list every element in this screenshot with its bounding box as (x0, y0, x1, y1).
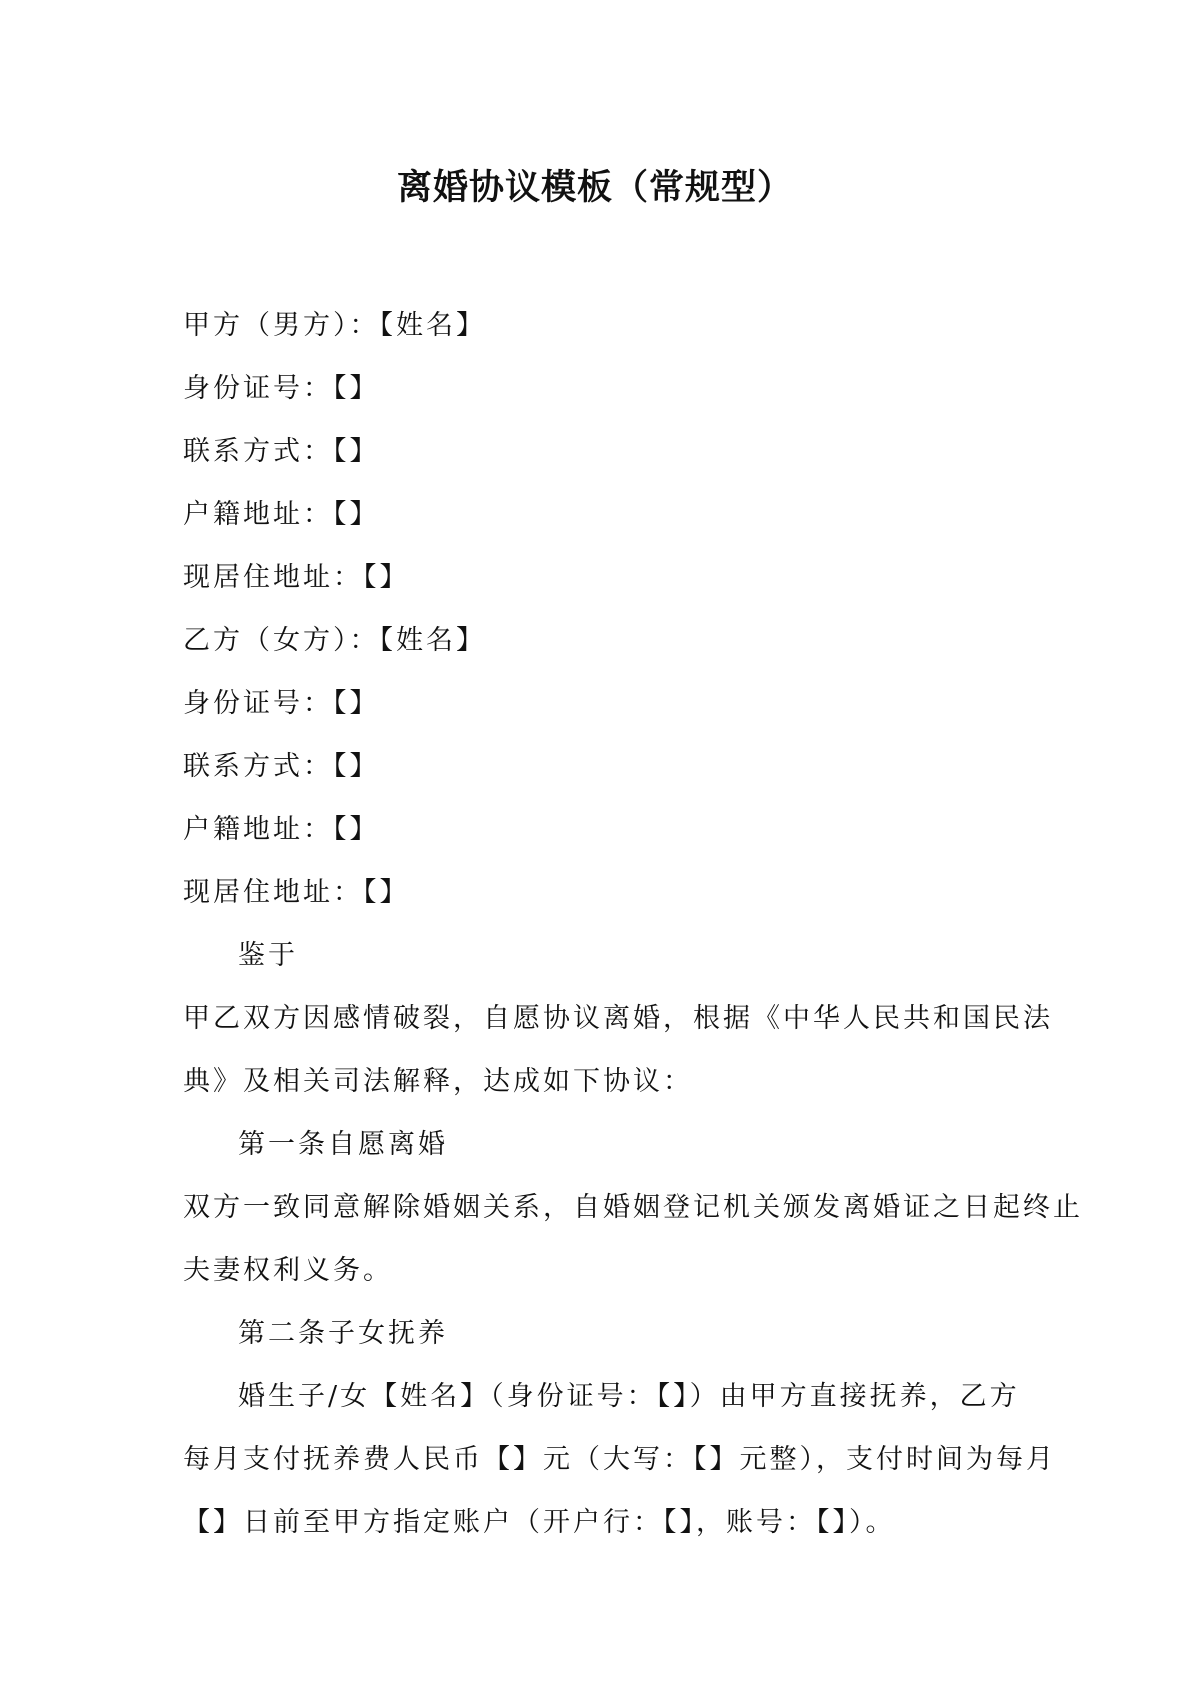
article-1-line-1: 双方一致同意解除婚姻关系，自婚姻登记机关颁发离婚证之日起终止 (183, 1192, 1083, 1223)
article-2-line-3: 【】日前至甲方指定账户（开户行：【】，账号：【】）。 (183, 1507, 896, 1538)
article-2-line-2: 每月支付抚养费人民币【】元（大写：【】元整），支付时间为每月 (183, 1444, 1056, 1475)
article-2-line-1: 婚生子/女【姓名】（身份证号：【】）由甲方直接抚养，乙方 (238, 1381, 1020, 1412)
party-b-current-address: 现居住地址：【】 (183, 877, 410, 908)
party-b-contact: 联系方式：【】 (183, 751, 380, 782)
party-b-id-number: 身份证号：【】 (183, 688, 380, 719)
preamble-line-1: 甲乙双方因感情破裂，自愿协议离婚，根据《中华人民共和国民法 (183, 1003, 1053, 1034)
party-a-id-number: 身份证号：【】 (183, 373, 380, 404)
document-body (183, 294, 1083, 1554)
article-1-line-2: 夫妻权利义务。 (183, 1255, 393, 1286)
party-a-contact: 联系方式：【】 (183, 436, 380, 467)
party-b-household-address: 户籍地址：【】 (183, 814, 380, 845)
party-a-header: 甲方（男方）：【姓名】 (183, 310, 486, 341)
party-a-current-address: 现居住地址：【】 (183, 562, 410, 593)
document-title: 离婚协议模板（常规型） (396, 167, 793, 208)
article-2-heading: 第二条子女抚养 (238, 1318, 448, 1349)
article-1-heading: 第一条自愿离婚 (238, 1129, 448, 1160)
preamble-line-2: 典》及相关司法解释，达成如下协议： (183, 1066, 693, 1097)
preamble-heading: 鉴于 (238, 940, 298, 971)
party-b-header: 乙方（女方）：【姓名】 (183, 625, 486, 656)
party-a-household-address: 户籍地址：【】 (183, 499, 380, 530)
